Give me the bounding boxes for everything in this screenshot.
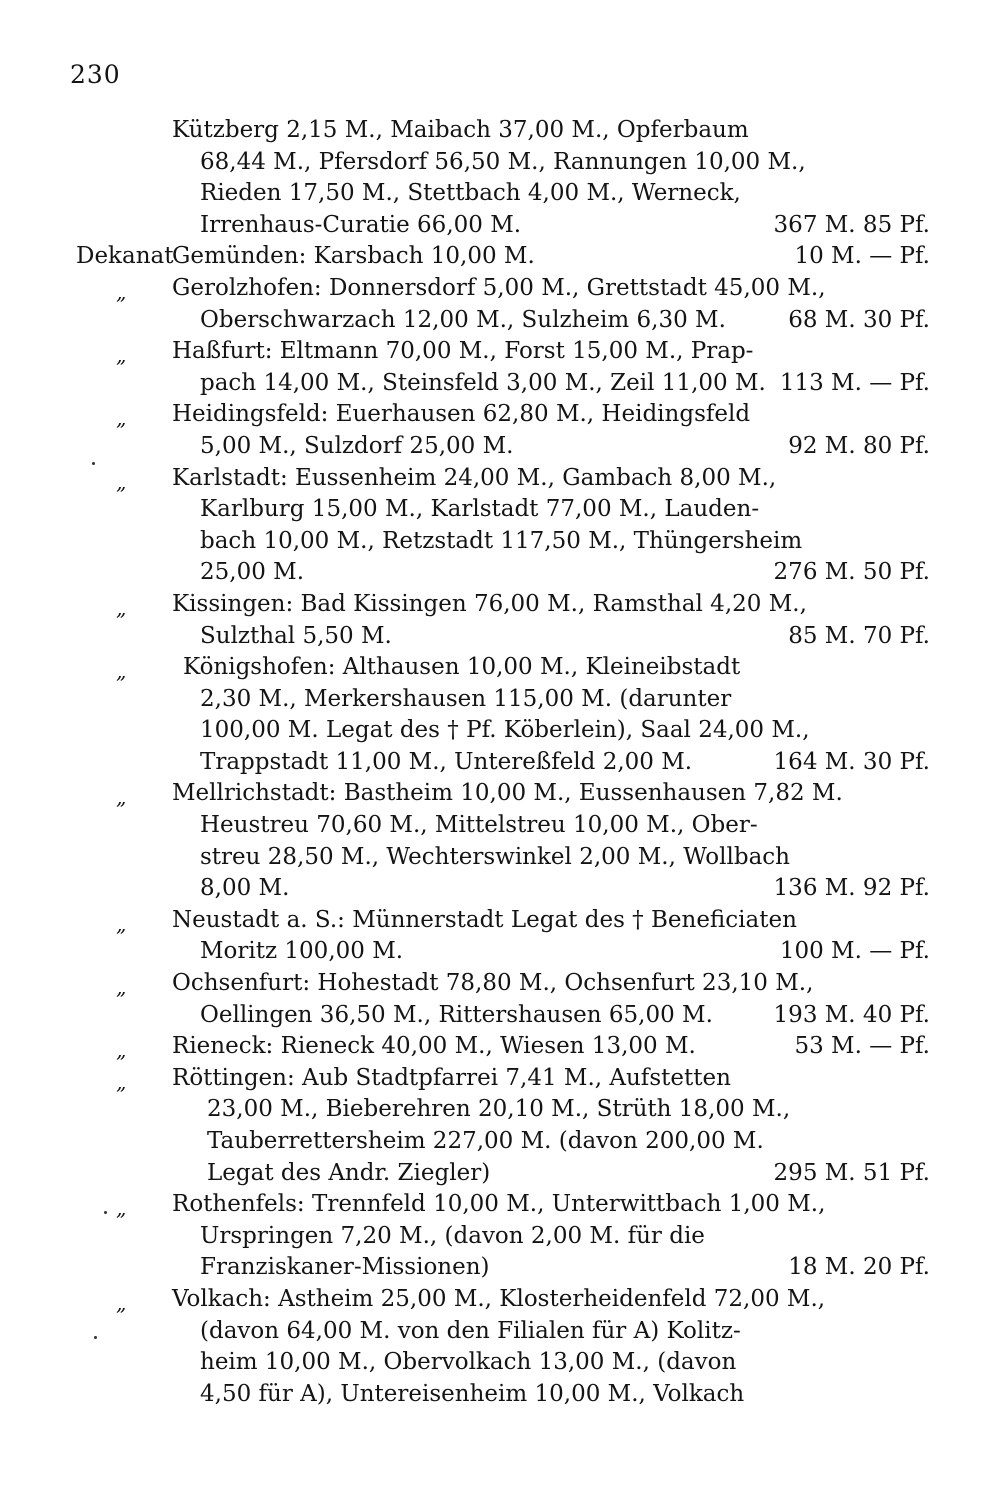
entry-amount: 295 M. 51 Pf. [773,1159,930,1186]
entry-line [0,273,1000,305]
entry-amount: 53 M. — Pf. [794,1033,930,1060]
entry-line [0,684,1000,716]
entry-amount: 113 M. — Pf. [779,369,930,396]
ditto-mark: „ [116,595,127,620]
print-speck [104,1211,107,1214]
deanery-entry [0,1063,1000,1189]
entry-text: Heustreu 70,60 M., Mittelstreu 10,00 M., Ober- [200,812,758,839]
entry-text: 25,00 M. [200,559,305,586]
entry-text: 68,44 M., Pfersdorf 56,50 M., Rannungen 10,00 M., [200,148,806,175]
entry-amount: 276 M. 50 Pf. [773,559,930,586]
print-speck [92,462,95,465]
entry-line [0,1126,1000,1158]
entry-text: streu 28,50 M., Wechterswinkel 2,00 M., Wollbach [200,843,790,870]
entry-line [0,1063,1000,1095]
entry-text: Sulzthal 5,50 M. [200,622,392,649]
entry-text: Karlstadt: Eussenheim 24,00 M., Gambach 8,00 M., [172,464,777,491]
entry-text: Kützberg 2,15 M., Maibach 37,00 M., Opferbaum [172,117,749,143]
entry-amount: 92 M. 80 Pf. [788,432,930,459]
deanery-entry [0,273,1000,336]
entry-text: Volkach: Astheim 25,00 M., Klosterheidenfeld 72,00 M., [172,1285,826,1312]
entry-text: 100,00 M. Legat des † Pf. Köberlein), Saal 24,00 M., [200,717,810,744]
entry-text: Moritz 100,00 M. [200,938,404,965]
entry-line [0,747,1000,779]
entry-line [0,1284,1000,1316]
entry-text: Königshofen: Althausen 10,00 M., Kleineibstadt [183,654,741,681]
entry-line [0,305,1000,337]
entry-line [0,1031,1000,1063]
entry-amount: 367 M. 85 Pf. [773,211,930,238]
entry-line [0,905,1000,937]
entry-text: (davon 64,00 M. von den Filialen für A) Kolitz- [200,1317,741,1344]
deanery-entry [0,778,1000,904]
entry-line [0,1347,1000,1379]
entry-line [0,463,1000,495]
entry-amount: 18 M. 20 Pf. [788,1254,930,1281]
entry-text: Heidingsfeld: Euerhausen 62,80 M., Heidingsfeld [172,401,751,428]
entry-text: pach 14,00 M., Steinsfeld 3,00 M., Zeil 11,00 M. [200,369,766,396]
entry-line [0,842,1000,874]
deanery-entry [0,463,1000,589]
entry-text: Haßfurt: Eltmann 70,00 M., Forst 15,00 M., Prap- [172,338,754,365]
ditto-mark: „ [116,785,127,810]
deanery-label: Dekanat [76,243,174,270]
entry-line [0,336,1000,368]
entry-line [0,1094,1000,1126]
ditto-mark: „ [116,1290,127,1315]
entry-text: heim 10,00 M., Obervolkach 13,00 M., (davon [200,1349,737,1376]
deanery-entry [0,241,1000,273]
deanery-entry [0,905,1000,968]
entry-text: Tauberrettersheim 227,00 M. (davon 200,00 M. [207,1128,764,1154]
ditto-mark: „ [116,279,127,304]
entry-line [0,147,1000,179]
entry-line [0,557,1000,589]
entry-text: 8,00 M. [200,875,290,902]
entry-text: Urspringen 7,20 M., (davon 2,00 M. für die [200,1222,705,1249]
entry-amount: 193 M. 40 Pf. [773,1001,930,1028]
ditto-mark: „ [116,1069,127,1094]
entry-line [0,1000,1000,1032]
deanery-entry [0,399,1000,462]
entry-line [0,810,1000,842]
entry-line [0,1221,1000,1253]
entry-text: Oellingen 36,50 M., Rittershausen 65,00 M. [200,1001,713,1028]
entry-text: Kissingen: Bad Kissingen 76,00 M., Ramsthal 4,20 M., [172,590,807,617]
entry-line [0,936,1000,968]
entry-text: Rieneck: Rieneck 40,00 M., Wiesen 13,00 M. [172,1033,696,1060]
entry-line [0,1379,1000,1411]
entry-amount: 85 M. 70 Pf. [788,622,930,649]
deanery-entry [0,589,1000,652]
entry-line [0,115,1000,147]
entry-text: Gerolzhofen: Donnersdorf 5,00 M., Grettstadt 45,00 M., [172,274,826,301]
entry-amount: 10 M. — Pf. [794,243,930,270]
entry-text: Neustadt a. S.: Münnerstadt Legat des † Beneficiaten [172,906,797,933]
deanery-entry [0,968,1000,1031]
deanery-entry [0,1284,1000,1410]
deanery-entry [0,1189,1000,1284]
entry-text: Oberschwarzach 12,00 M., Sulzheim 6,30 M. [200,306,726,333]
entry-line [0,621,1000,653]
entry-text: Rothenfels: Trennfeld 10,00 M., Unterwittbach 1,00 M., [172,1191,826,1218]
entry-line [0,431,1000,463]
deanery-entry [0,336,1000,399]
entry-line [0,873,1000,905]
entry-text: 23,00 M., Bieberehren 20,10 M., Strüth 18,00 M., [207,1096,791,1123]
entry-text: 2,30 M., Merkershausen 115,00 M. (darunter [200,685,732,712]
entry-line [0,715,1000,747]
entry-line [0,368,1000,400]
deanery-entry [0,1031,1000,1063]
entry-text: Röttingen: Aub Stadtpfarrei 7,41 M., Aufstetten [172,1064,731,1091]
ditto-mark: „ [116,343,127,368]
entry-line [0,399,1000,431]
entry-line [0,178,1000,210]
entry-line [0,494,1000,526]
entry-line [0,526,1000,558]
entry-text: Gemünden: Karsbach 10,00 M. [172,243,535,270]
entry-amount: 164 M. 30 Pf. [773,748,930,775]
ditto-mark: „ [116,659,127,684]
ditto-mark: „ [116,406,127,431]
entry-text: Trappstadt 11,00 M., Untereßfeld 2,00 M. [200,748,693,775]
entry-text: Rieden 17,50 M., Stettbach 4,00 M., Werneck, [200,180,741,207]
entry-text: Irrenhaus-Curatie 66,00 M. [200,211,522,238]
entry-line [0,968,1000,1000]
entry-line [0,241,1000,273]
deanery-entry [0,115,1000,241]
deanery-entry [0,652,1000,778]
ditto-mark: „ [116,1038,127,1063]
entry-line [0,1252,1000,1284]
print-speck [94,1336,97,1339]
entry-text: Franziskaner-Missionen) [200,1254,490,1281]
donation-entries [0,115,1000,1410]
entry-line [0,1189,1000,1221]
entry-text: 5,00 M., Sulzdorf 25,00 M. [200,432,514,459]
entry-line [0,210,1000,242]
entry-amount: 68 M. 30 Pf. [788,306,930,333]
entry-text: Karlburg 15,00 M., Karlstadt 77,00 M., Lauden- [200,496,760,523]
ditto-mark: „ [116,469,127,494]
entry-line [0,1158,1000,1190]
entry-text: Mellrichstadt: Bastheim 10,00 M., Eussenhausen 7,82 M. [172,780,843,807]
entry-amount: 100 M. — Pf. [779,938,930,965]
entry-text: 4,50 für A), Untereisenheim 10,00 M., Volkach [200,1380,745,1407]
entry-amount: 136 M. 92 Pf. [773,875,930,902]
entry-text: bach 10,00 M., Retzstadt 117,50 M., Thüngersheim [200,527,803,554]
entry-text: Ochsenfurt: Hohestadt 78,80 M., Ochsenfurt 23,10 M., [172,970,814,997]
entry-line [0,1316,1000,1348]
entry-line [0,652,1000,684]
ditto-mark: „ [116,1196,127,1221]
ditto-mark: „ [116,911,127,936]
entry-line [0,589,1000,621]
ditto-mark: „ [116,975,127,1000]
entry-text: Legat des Andr. Ziegler) [207,1159,491,1186]
page-number: 230 [70,60,121,89]
entry-line [0,778,1000,810]
